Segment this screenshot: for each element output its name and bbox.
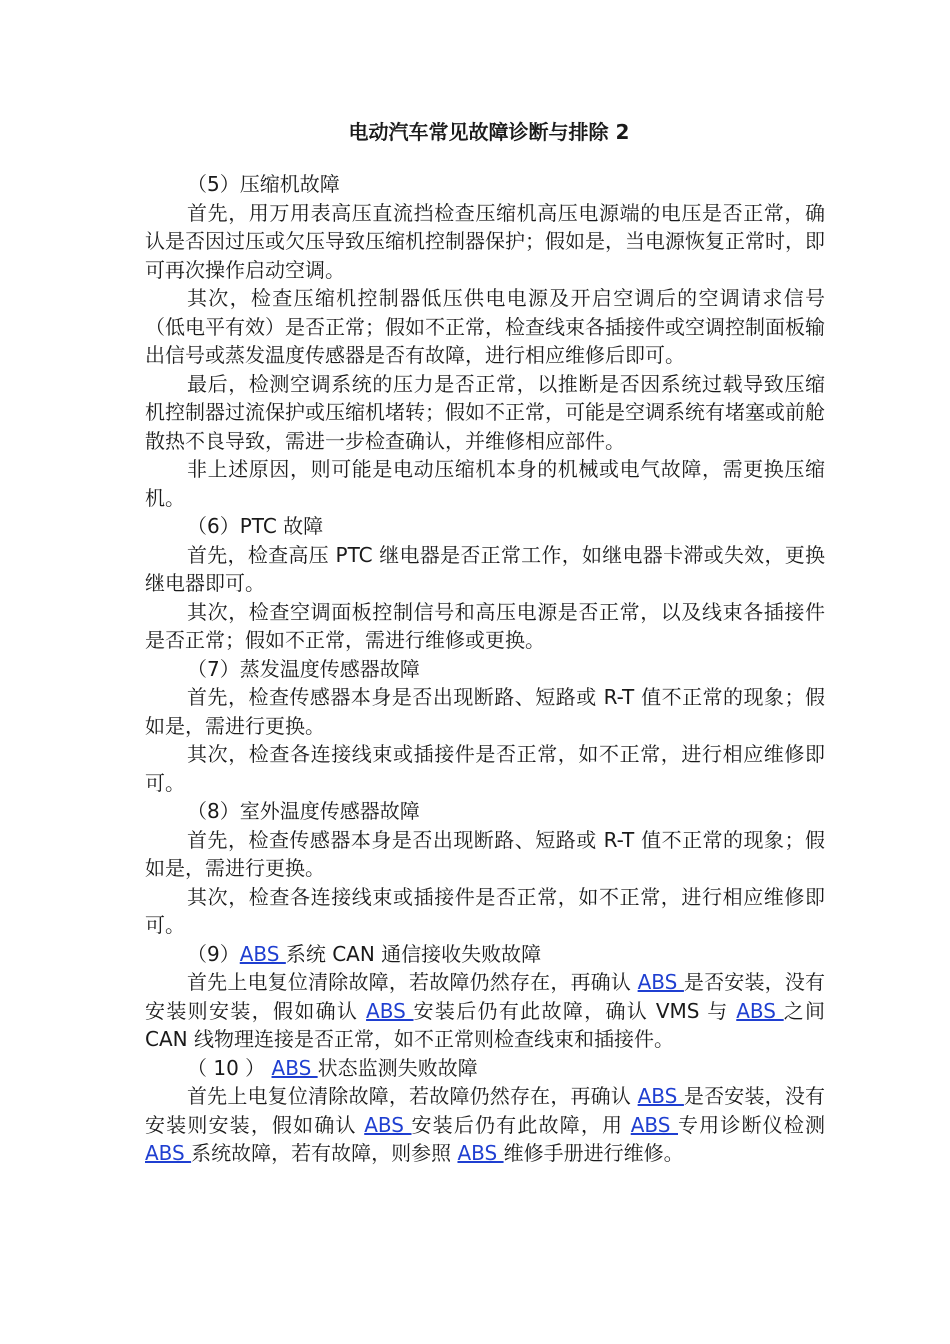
text-run: 专用诊断仪检测 [678, 1112, 826, 1137]
section-10-heading [145, 1054, 825, 1083]
abs-link[interactable]: ABS [637, 970, 684, 994]
section-8-paragraph-2: 其次，检查各连接线束或插接件是否正常，如不正常，进行相应维修即可。 [145, 884, 825, 937]
section-7-heading: （7）蒸发温度传感器故障 [187, 656, 420, 681]
section-9-heading [145, 940, 825, 969]
section-10-paragraph-1 [145, 1082, 825, 1168]
abs-link[interactable]: ABS [145, 1141, 192, 1165]
section-7-paragraph-2: 其次，检查各连接线束或插接件是否正常，如不正常，进行相应维修即可。 [145, 742, 825, 795]
section-8-paragraph-1: 首先，检查传感器本身是否出现断路、短路或 R-T 值不正常的现象；假如是，需进行更换。 [145, 827, 825, 880]
section-9-heading-suffix: 系统 CAN 通信接收失败故障 [285, 941, 542, 966]
abs-link[interactable]: ABS [736, 998, 784, 1023]
section-10-heading-prefix: （ 10 ） [187, 1055, 272, 1080]
abs-link[interactable]: ABS [239, 941, 286, 966]
section-9-paragraph-1 [145, 968, 825, 1054]
section-5-paragraph-4: 非上述原因，则可能是电动压缩机本身的机械或电气故障，需更换压缩机。 [145, 457, 825, 510]
section-6-heading: （6）PTC 故障 [187, 514, 324, 538]
section-5-paragraph-2: 其次，检查压缩机控制器低压供电电源及开启空调后的空调请求信号（低电平有效）是否正常；假如不正常，检查线束各插接件或空调控制面板输出信号或蒸发温度传感器是否有故障，进行相应维修后即可。 [145, 286, 825, 367]
text-run: 是否安装，没有安装则安装，假如确认 [145, 970, 826, 1023]
section-7-paragraph-1: 首先，检查传感器本身是否出现断路、短路或 R-T 值不正常的现象；假如是，需进行更换。 [145, 685, 825, 738]
text-run: 是否安装，没有安装则安装，假如确认 [145, 1084, 826, 1137]
text-run: 首先上电复位清除故障，若故障仍然存在，再确认 [187, 1084, 638, 1108]
section-8-heading: （8）室外温度传感器故障 [187, 799, 420, 823]
document-page [145, 118, 825, 1168]
text-run: 安装后仍有此故障，确认 VMS 与 [413, 998, 737, 1023]
abs-link[interactable]: ABS [457, 1141, 504, 1165]
text-run: 维修手册进行维修。 [503, 1141, 684, 1165]
section-5-paragraph-1: 首先，用万用表高压直流挡检查压缩机高压电源端的电压是否正常，确认是否因过压或欠压导致压缩机控制器保护；假如是，当电源恢复正常时，即可再次操作启动空调。 [145, 200, 825, 282]
section-6-paragraph-2: 其次，检查空调面板控制信号和高压电源是否正常，以及线束各插接件是否正常；假如不正常，需进行维修或更换。 [145, 599, 825, 652]
text-run: 安装后仍有此故障，用 [411, 1112, 631, 1137]
section-6-paragraph-1: 首先，检查高压 PTC 继电器是否正常工作，如继电器卡滞或失效，更换继电器即可。 [145, 542, 825, 595]
section-10-heading-suffix: 状态监测失败故障 [317, 1055, 478, 1080]
section-5-paragraph-3: 最后，检测空调系统的压力是否正常，以推断是否因系统过载导致压缩机控制器过流保护或压缩机堵转；假如不正常，可能是空调系统有堵塞或前舱散热不良导致，需进一步检查确认，并维修相应部件。 [145, 371, 825, 453]
section-9-heading-prefix: （9） [187, 941, 240, 966]
abs-link[interactable]: ABS [366, 998, 414, 1023]
abs-link[interactable]: ABS [637, 1084, 684, 1108]
text-run: 系统故障，若有故障，则参照 [191, 1141, 458, 1165]
section-5-heading: （5）压缩机故障 [187, 172, 340, 196]
text-run: 首先上电复位清除故障，若故障仍然存在，再确认 [187, 970, 638, 994]
text-run: 之间 CAN 线物理连接是否正常，如不正常则检查线束和插接件。 [145, 998, 826, 1051]
abs-link[interactable]: ABS [630, 1112, 678, 1137]
document-title: 电动汽车常见故障诊断与排除 2 [348, 120, 630, 144]
abs-link[interactable]: ABS [271, 1055, 318, 1080]
abs-link[interactable]: ABS [364, 1112, 412, 1137]
